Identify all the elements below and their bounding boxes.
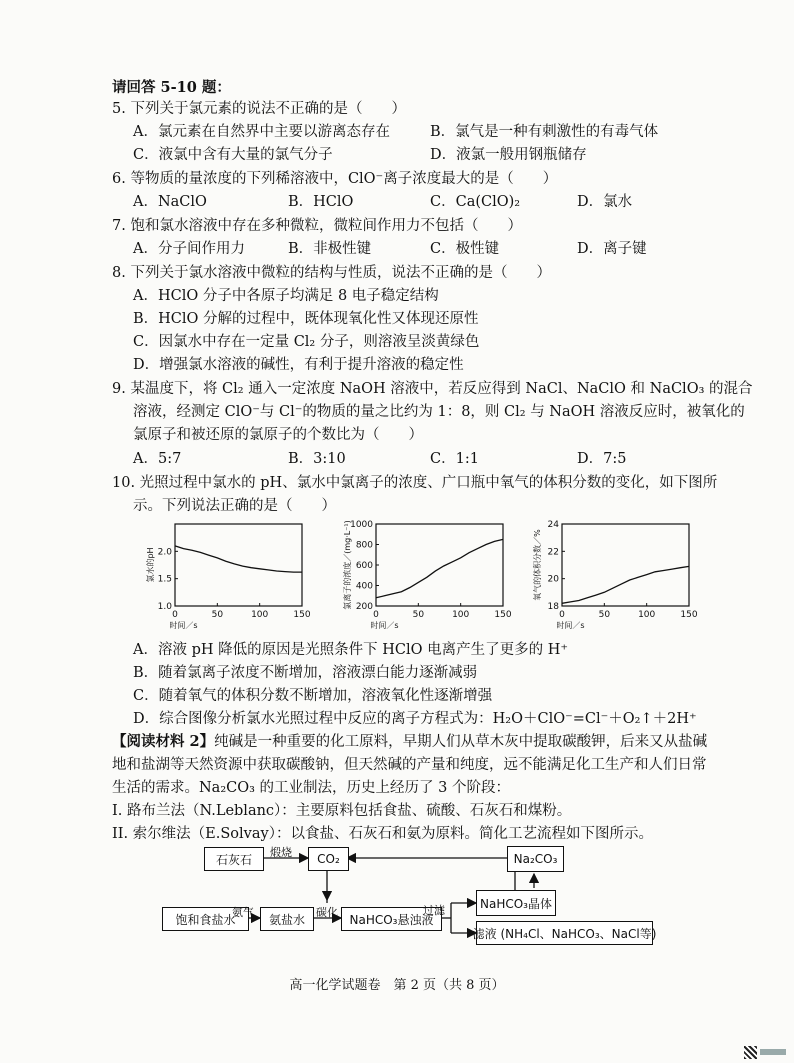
q9-option-a: A．5:7 [133,451,182,467]
chart-1-ytick-label: 1.0 [157,602,172,612]
q6-option-c: C．Ca(ClO)₂ [430,194,521,210]
chart-2-xtick-label: 100 [452,610,470,620]
box-co2: CO₂ [308,847,349,871]
chart-3-ytick-label: 18 [547,602,559,612]
label-ammonia: 氨气 [232,906,254,919]
box-crystal: NaHCO₃晶体 [476,890,556,916]
page-footer: 高一化学试题卷 第 2 页（共 8 页） [289,978,505,993]
q8-option-b: B．HClO 分解的过程中，既体现氧化性又体现还原性 [133,311,479,327]
corner-mark [744,1046,788,1060]
q7-option-c: C．极性键 [430,241,500,257]
box-ammonia-brine: 氨盐水 [260,907,314,931]
chart-3-xtick-label: 0 [559,610,565,620]
chart-1-xtick-label: 50 [211,610,224,620]
question-5-stem: 5. 下列关于氯元素的说法不正确的是（ ） [112,101,406,117]
q6-option-d: D．氯水 [577,194,633,210]
reading-line1-text: 纯碱是一种重要的化工原料，早期人们从草木灰中提取碳酸钾，后来又从盐碱 [214,734,708,750]
chart-1-xlabel: 时间／s [169,621,198,630]
chart-2-xtick-label: 150 [494,610,512,620]
q8-option-c: C．因氯水中存在一定量 Cl₂ 分子，则溶液呈淡黄绿色 [133,334,480,350]
chart-3-ytick-label: 24 [547,520,559,530]
chart-2-series-line [376,539,503,597]
q5-option-b: B．氯气是一种有刺激性的有毒气体 [430,124,659,140]
q5-option-c: C．液氯中含有大量的氯气分子 [133,147,333,163]
label-carbonation: 碳化 [316,906,338,919]
chart-2-xlabel: 时间／s [370,621,399,630]
reading-paragraph-line1 [112,732,707,752]
reading-title: 【阅读材料 2】 [112,733,215,750]
q7-option-b: B．非极性键 [288,241,372,257]
chart-2-xtick-label: 50 [412,610,425,620]
q10-option-c: C．随着氧气的体积分数不断增加，溶液氧化性逐渐增强 [133,688,493,704]
chart-1-xtick-label: 150 [293,610,311,620]
q5-option-a: A．氯元素在自然界中主要以游离态存在 [133,124,390,140]
reading-item-leblanc: I. 路布兰法（N.Leblanc）：主要原料包括食盐、硫酸、石灰石和煤粉。 [112,803,572,819]
q10-charts [0,518,794,638]
chart-2-xtick-label: 0 [373,610,379,620]
chart-2-ytick-label: 400 [355,581,373,592]
chart-3-ytick-label: 20 [547,574,559,585]
q7-option-a: A．分子间作用力 [133,241,245,257]
chart-1-ylabel: 氯水的pH [146,547,155,583]
question-10-stem-line2: 示。下列说法正确的是（ ） [133,498,336,514]
label-filter: 过滤 [423,904,445,917]
chart-2-ytick-label: 1000 [350,520,373,530]
chart-3-frame [562,524,689,606]
box-na2co3: Na₂CO₃ [507,846,564,872]
q9-option-c: C．1:1 [430,451,479,467]
chart-1-xtick-label: 0 [172,610,178,620]
q9-option-d: D．7:5 [577,451,627,467]
chart-1-xtick-label: 100 [251,610,269,620]
box-suspension: NaHCO₃悬浊液 [341,907,442,931]
box-brine: 饱和食盐水 [162,907,249,931]
reading-paragraph-line3: 生活的需求。Na₂CO₃ 的工业制法，历史上经历了 3 个阶段： [112,780,510,796]
chart-3-xtick-label: 150 [680,610,698,620]
reading-paragraph-line2: 地和盐湖等天然资源中获取碳酸钠，但天然碱的产量和纯度，远不能满足化工生产和人们日常 [112,757,707,773]
q7-option-d: D．离子键 [577,241,647,257]
label-calcine: 煅烧 [270,846,292,859]
chart-2-ylabel: 氯离子的浓度／(mg·L⁻¹) [343,520,352,610]
watermark-logo [760,1049,786,1055]
chart-3-ylabel: 氧气的体积分数／% [533,529,542,601]
question-9-stem-line3: 氯原子和被还原的氯原子的个数比为（ ） [133,427,423,443]
chart-2-ytick-label: 800 [355,540,373,551]
question-6-stem: 6. 等物质的量浓度的下列稀溶液中，ClO⁻离子浓度最大的是（ ） [112,171,558,187]
q5-option-d: D．液氯一般用钢瓶储存 [430,147,587,163]
flow-arrows [0,840,794,970]
chart-3-xlabel: 时间／s [556,621,585,630]
chart-3-xtick-label: 50 [598,610,611,620]
box-limestone: 石灰石 [204,847,264,871]
question-7-stem: 7. 饱和氯水溶液中存在多种微粒，微粒间作用力不包括（ ） [112,218,522,234]
q10-option-d: D．综合图像分析氯水光照过程中反应的离子方程式为：H₂O＋ClO⁻=Cl⁻＋O₂↑＋2H⁺ [133,711,697,727]
q10-option-a: A．溶液 pH 降低的原因是光照条件下 HClO 电离产生了更多的 H⁺ [133,642,569,658]
chart-1-series-line [175,546,302,572]
chart-3-xtick-label: 100 [638,610,656,620]
question-10-stem: 10. 光照过程中氯水的 pH、氯水中氯离子的浓度、广口瓶中氧气的体积分数的变化，如下图所 [112,475,718,491]
chart-3-ytick-label: 22 [547,547,559,558]
qr-code-icon [744,1046,757,1059]
chart-2-ytick-label: 200 [355,602,373,612]
chart-1-ytick-label: 2.0 [157,547,172,558]
question-9-stem: 9. 某温度下，将 Cl₂ 通入一定浓度 NaOH 溶液中，若反应得到 NaCl、NaClO 和 NaClO₃ 的混合 [112,381,753,397]
q8-option-d: D．增强氯水溶液的碱性，有利于提升溶液的稳定性 [133,357,464,373]
q8-option-a: A．HClO 分子中各原子均满足 8 电子稳定结构 [133,288,439,304]
chart-2-ytick-label: 600 [355,561,373,571]
box-filtrate: 滤液 (NH₄Cl、NaHCO₃、NaCl等) [476,921,653,945]
chart-1-ytick-label: 1.5 [157,574,172,585]
question-8-stem: 8. 下列关于氯水溶液中微粒的结构与性质，说法不正确的是（ ） [112,265,551,281]
chart-3-series-line [562,566,689,603]
q6-option-b: B．HClO [288,194,354,210]
question-9-stem-line2: 溶液，经测定 ClO⁻与 Cl⁻的物质的量之比约为 1：8，则 Cl₂ 与 NaOH 溶液反应时，被氧化的 [133,404,745,420]
q6-option-a: A．NaClO [133,194,207,210]
q10-option-b: B．随着氯离子浓度不断增加，溶液漂白能力逐渐减弱 [133,665,478,681]
section-header: 请回答 5-10 题： [112,79,231,96]
q9-option-b: B．3:10 [288,451,346,467]
reading-item-solvay: II. 索尔维法（E.Solvay）：以食盐、石灰石和氨为原料。简化工艺流程如下图所示。 [112,826,653,842]
